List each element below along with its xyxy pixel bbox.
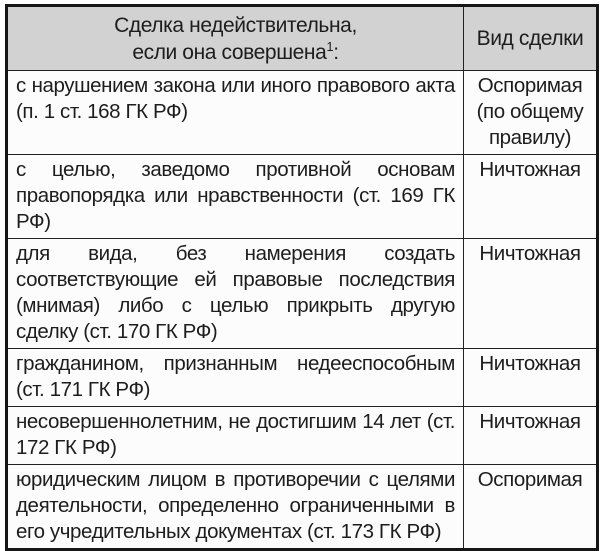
condition-cell: несовершеннолетним, не достигшим 14 лет (ст. 172 ГК РФ) [7, 407, 464, 465]
type-cell: Оспоримая (по общему правилу) [464, 71, 598, 155]
condition-cell: с нарушением закона или иного правового акта (п. 1 ст. 168 ГК РФ) [7, 71, 464, 155]
type-cell: Ничтожная [464, 349, 598, 407]
invalid-transactions-table [5, 4, 599, 551]
condition-cell: с целью, заведомо противной основам правопорядка или нравственности (ст. 169 ГК РФ) [7, 155, 464, 239]
header-condition-line2: если она совершена$^1$: [132, 38, 339, 64]
table-row [7, 71, 598, 155]
table-row [7, 465, 598, 550]
condition-cell: для вида, без намерения создать соответствующие ей правовые последствия (мнимая) либо с целью прикрыть другую сделку (ст. 170 ГК РФ) [7, 239, 464, 349]
header-cell-condition [7, 6, 464, 71]
table-row [7, 407, 598, 465]
type-cell: Оспоримая [464, 465, 598, 550]
table-row [7, 155, 598, 239]
header-condition-line1: Сделка недействительна, [114, 13, 357, 37]
footnote-marker: 1 [326, 38, 334, 54]
condition-cell: юридическим лицом в противоречии с целями деятельности, определенно ограниченными в его учредительных документах (ст. 173 ГК РФ) [7, 465, 464, 550]
header-cell-type: Вид сделки [464, 6, 598, 71]
type-cell: Ничтожная [464, 407, 598, 465]
type-cell: Ничтожная [464, 155, 598, 239]
condition-cell: гражданином, признанным недееспособным (ст. 171 ГК РФ) [7, 349, 464, 407]
table-row [7, 349, 598, 407]
table-header-row [7, 6, 598, 71]
table-row [7, 239, 598, 349]
type-cell: Ничтожная [464, 239, 598, 349]
